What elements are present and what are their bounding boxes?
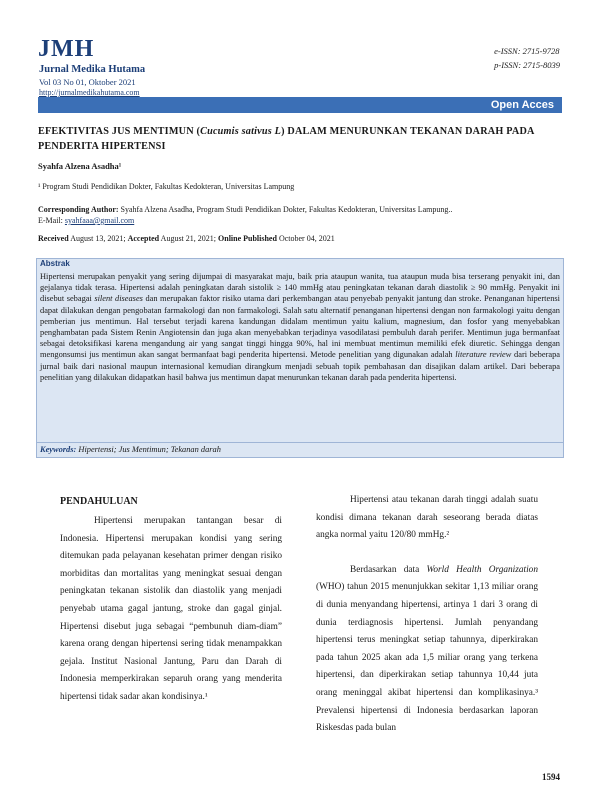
section-heading: PENDAHULUAN <box>60 496 138 507</box>
page-number: 1594 <box>542 772 560 782</box>
article-title: EFEKTIVITAS JUS MENTIMUN (Cucumis sativus L) DALAM MENURUNKAN TEKANAN DARAH PADA PENDERITA HIPERTENSI <box>38 126 534 152</box>
journal-logo: JMH <box>38 36 95 62</box>
journal-name: Jurnal Medika Hutama <box>39 64 146 75</box>
right-paragraph-1: Hipertensi atau tekanan darah tinggi adalah suatu kondisi dimana tekanan darah seseorang berada diatas angka normal yaitu 120/80 mmHg.² <box>316 495 538 541</box>
article-dates: Received August 13, 2021; Accepted August 21, 2021; Online Published October 04, 2021 <box>38 234 335 243</box>
left-column <box>60 513 282 707</box>
right-paragraph-2: Berdasarkan data World Health Organization (WHO) tahun 2015 menunjukkan sekitar 1,13 miliar orang di dunia menyandang hipertensi, artinya 1 dari 3 orang di dunia terdiagnosis hipertensi. Jumlah penyandang hipertensi terus meningkat setiap tahunnya, diperkirakan pada tahun 2025 akan ada 1,5 miliar orang yang terkena hipertensi, dan diperkirakan setiap tahunnya 10,44 juta orang meninggal akibat hipertensi dan komplikasinya.³ Prevalensi hipertensi di Indonesia berdasarkan laporan Riskesdas pada bulan <box>316 564 538 734</box>
issn-block <box>494 44 560 72</box>
species-name: Cucumis sativus L <box>200 126 282 137</box>
pissn: p-ISSN: 2715-8039 <box>494 60 560 70</box>
journal-volume: Vol 03 No 01, Oktober 2021 <box>39 77 136 87</box>
left-paragraph: Hipertensi merupakan tantangan besar di Indonesia. Hipertensi merupakan kondisi yang sering ditemukan pada pelayanan kesehatan primer dengan risiko morbiditas dan mortalitas yang meningkat sesuai dengan peningkatan tekanan sistolik dan diastolik yang menjadi penyebab utama gagal jantung, stroke dan gagal ginjal. Hipertensi disebut juga sebagai “pembunuh diam-diam” karena orang dengan hipertensi sering tidak menampakkan gejala. Institut Nasional Jantung, Paru dan Darah di Indonesia memperkirakan separuh orang yang menderita hipertensi tidak sadar akan kondisinya.¹ <box>60 516 282 702</box>
open-access-bar <box>38 97 562 113</box>
right-column <box>316 492 538 738</box>
affiliation: ¹ Program Studi Pendidikan Dokter, Fakultas Kedokteran, Universitas Lampung <box>38 182 295 191</box>
journal-url-link[interactable]: http://jurnalmedikahutama.com <box>39 88 140 97</box>
corresponding-author: Corresponding Author: Syahfa Alzena Asadha, Program Studi Pendidikan Dokter, Fakultas Kedokteran, Universitas Lampung.. E-Mail: syahfaaa@gmail.com <box>38 205 453 225</box>
abstract-text: Hipertensi merupakan penyakit yang sering dijumpai di masyarakat maju, baik pria ataupun wanita, tua ataupun muda bisa terserang penyakit ini, dan gejalanya tidak terasa. Hipertensi adalah peningkatan darah sistolik ≥ 140 mmHg atau peningkatan tekanan darah diastolik ≥ 90 mmHg. Penyakit ini disebut sebagai silent diseases dan merupakan faktor risiko utama dari perkembangan atau penyebab penyakit jantung dan stroke. Penanganan hipertensi dapat dilakukan dengan pengobatan farmakologi dan non farmakologi. Salah satu alternatif penanganan hipertensi dengan non farmakologi yaitu dengan pemberian jus mentimun. Hal tersebut terjadi karena kandungan didalam mentimun yaitu kalium, magnesium, dan fosfor yang menyebabkan penghambatan pada Sistem Renin Angiotensin dan juga akan menyebabkan terjadinya vasodilatasi pembuluh darah perifer. Mentimun juga bermanfaat sebagai detoksifikasi karena mengandung air yang sangat tinggi hingga 90%, hal ini membuat mentimun memiliki efek diuretic. Sehingga dengan mengonsumsi jus mentimun akan sangat bermanfaat bagi penderita hipertensi. Metode penelitian yang digunakan adalah literature review dari beberapa jurnal baik dari nasional maupun internasional kemudian dirangkum menjadi sebuah topik pembahasan dan disajikan dalam artikel. Dari beberapa penelitian yang dilakukan didapatkan hasil bahwa jus mentimun dapat menurunkan tekanan darah pada penderita hipertensi. <box>40 272 560 382</box>
keywords: Keywords: Hipertensi; Jus Mentimun; Tekanan darah <box>40 445 221 454</box>
author-name: Syahfa Alzena Asadha¹ <box>38 161 122 171</box>
email-link[interactable]: syahfaaa@gmail.com <box>64 216 135 225</box>
eissn: e-ISSN: 2715-9728 <box>494 46 560 56</box>
open-access-label: Open Acces <box>490 99 554 111</box>
abstract-heading: Abstrak <box>40 259 70 268</box>
